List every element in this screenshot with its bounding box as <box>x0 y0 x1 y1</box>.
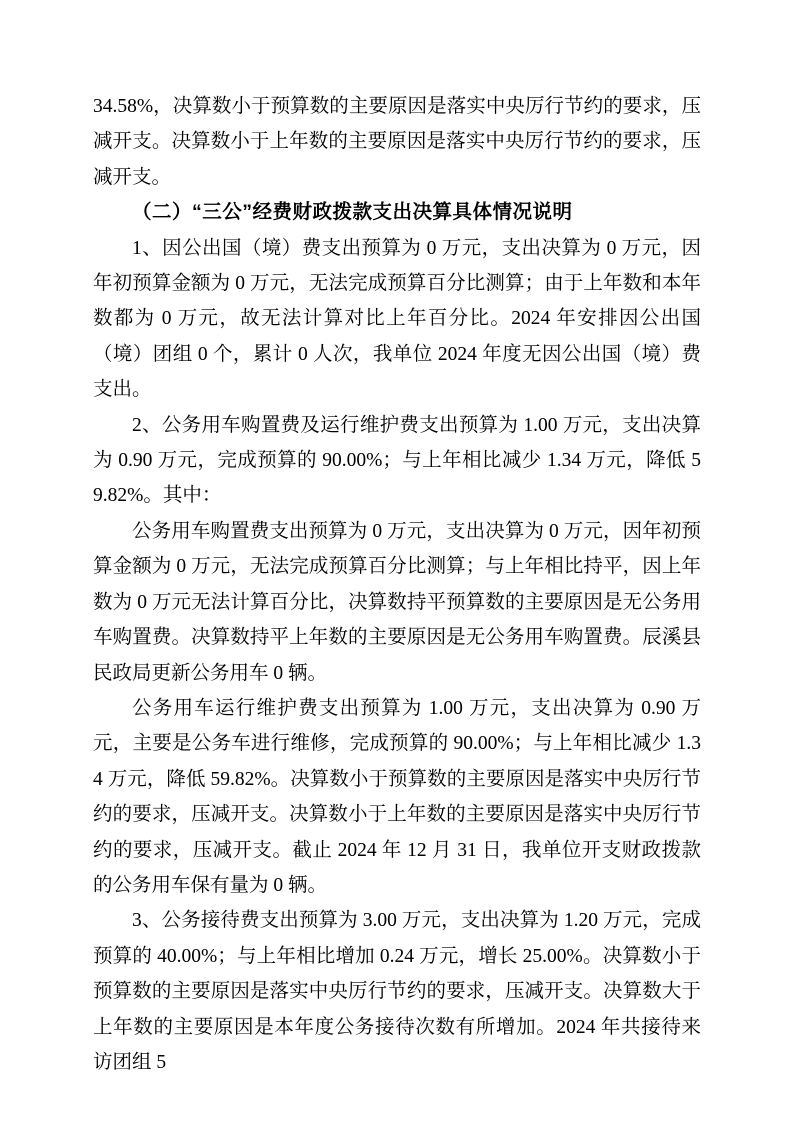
document-content <box>93 89 701 1080</box>
section-heading: （二）“三公”经费财政拨款支出决算具体情况说明 <box>132 201 573 224</box>
paragraph-vehicle-purchase: 公务用车购置费支出预算为 0 万元，支出决算为 0 万元，因年初预算金额为 0 万元，无法完成预算百分比测算；与上年相比持平，因上年数为 0 万元无法计算百分比，决算数持平预算数的主要原因是无公务用车购置费。决算数持平上年数的主要原因是无公务用车购置费。辰溪县民政局更新公务用车 0 辆。 <box>93 520 701 684</box>
paragraph-item-3-reception-expense: 3、公务接待费支出预算为 3.00 万元，支出决算为 1.20 万元，完成预算的 40.00%；与上年相比增加 0.24 万元，增长 25.00%。决算数小于预算数的主要原因是落实中央厉行节约的要求，压减开支。决算数大于上年数的主要原因是本年度公务接待次数有所增加。2024 年共接待来访团组 5 <box>93 910 701 1073</box>
paragraph-item-2-vehicle-expense: 2、公务用车购置费及运行维护费支出预算为 1.00 万元，支出决算为 0.90 万元，完成预算的 90.00%；与上年相比减少 1.34 万元，降低 59.82%。其中： <box>93 414 701 507</box>
paragraph-item-1-abroad-expense: 1、因公出国（境）费支出预算为 0 万元，支出决算为 0 万元，因年初预算金额为 0 万元，无法完成预算百分比测算；由于上年数和本年数都为 0 万元，故无法计算对比上年百分比。2024 年安排因公出国（境）团组 0 个，累计 0 人次，我单位 2024 年度无因公出国（境）费支出。 <box>93 237 701 401</box>
paragraph-vehicle-maintenance: 公务用车运行维护费支出预算为 1.00 万元，支出决算为 0.90 万元，主要是公务车进行维修，完成预算的 90.00%；与上年相比减少 1.34 万元，降低 59.82%。决算数小于预算数的主要原因是落实中央厉行节约的要求，压减开支。决算数小于上年数的主要原因是落实中央厉行节约的要求，压减开支。截止 2024 年 12 月 31 日，我单位开支财政拨款的公务用车保有量为 0 辆。 <box>93 697 701 896</box>
paragraph-continuation: 34.58%，决算数小于预算数的主要原因是落实中央厉行节约的要求，压减开支。决算数小于上年数的主要原因是落实中央厉行节约的要求，压减开支。 <box>93 96 701 188</box>
